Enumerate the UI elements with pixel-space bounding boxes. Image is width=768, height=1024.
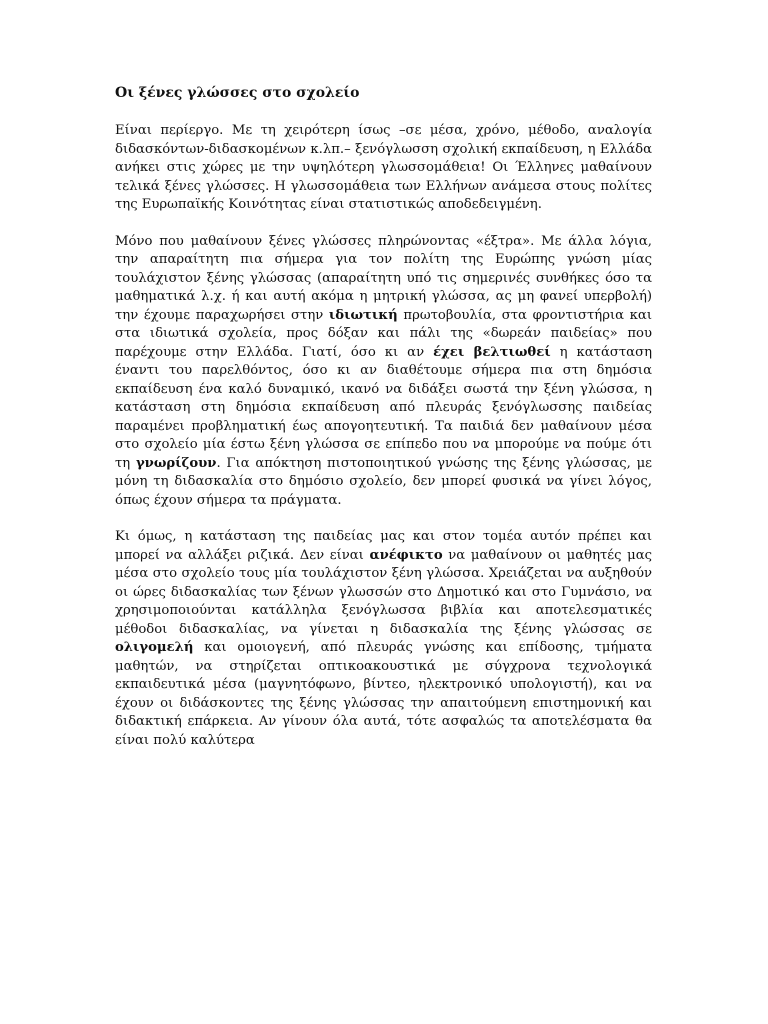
- document-body: [115, 122, 652, 750]
- paragraph: [115, 233, 652, 511]
- bold-text: έχει βελτιωθεί: [433, 344, 551, 360]
- text-run: η κατάσταση έναντι του παρελθόντος, όσο κι αν διαθέτουμε σήμερα πια στη δημόσια εκπαίδευση ένα καλό δυναμικό, ικανό να διδάξει σωστά την ξένη γλώσσα, η κατάσταση στη δημόσια εκπαίδευση από πλευράς ξενόγλωσσης παιδείας παραμένει προβληματική έως απογοητευτική. Τα παιδιά δεν μαθαίνουν μέσα στο σχολείο μία έστω ξένη γλώσσα σε επίπεδο που να μπορούμε να πούμε ότι τη: [115, 344, 652, 471]
- document-title: Οι ξένες γλώσσες στο σχολείο: [115, 85, 360, 101]
- bold-text: ιδιωτική: [328, 307, 398, 323]
- text-run: να μαθαίνουν οι μαθητές μας μέσα στο σχολείο τους μία τουλάχιστον ξένη γλώσσα. Χρειάζεται να αυξηθούν οι ώρες διδασκαλίας των ξένων γλωσσών στο Δημοτικό και στο Γυμνάσιο, να χρησιμοποιούνται κατάλληλα ξενόγλωσσα βιβλία και αποτελεσματικές μέθοδοι διδασκαλίας, να γίνεται η διδασκαλία της ξένης γλώσσας σε: [115, 547, 652, 637]
- paragraph: [115, 528, 652, 750]
- text-run: . Για απόκτηση πιστοποιητικού γνώσης της ξένης γλώσσας, με μόνη τη διδασκαλία στο δημόσιο σχολείο, δεν μπορεί φυσικά να γίνει λόγος, όπως έχουν σήμερα τα πράγματα.: [115, 455, 653, 508]
- text-run: Μόνο που μαθαίνουν ξένες γλώσσες πληρώνοντας «έξτρα». Με άλλα λόγια, την απαραίτητη πια σήμερα για τον πολίτη της Ευρώπης γνώση μίας τουλάχιστον ξένης γλώσσας (απαραίτητη υπό τις σημερινές συνθήκες όσο τα μαθηματικά λ.χ. ή και αυτή ακόμα η μητρική γλώσσα, ας μη φανεί υπερβολή) την έχουμε παραχωρήσει στην: [115, 233, 652, 323]
- text-run: Κι όμως, η κατάσταση της παιδείας μας και στον τομέα αυτόν πρέπει και μπορεί να αλλάξει ριζικά. Δεν είναι: [115, 529, 652, 563]
- bold-text: ολιγομελή: [115, 640, 194, 655]
- text-run: πρωτοβουλία, στα φροντιστήρια και στα ιδιωτικά σχολεία, προς δόξαν και πάλι της «δωρεάν παιδείας» που παρέχουμε στην Ελλάδα. Γιατί, όσο κι αν: [115, 307, 653, 360]
- text-run: Είναι περίεργο. Με τη χειρότερη ίσως –σε μέσα, χρόνο, μέθοδο, αναλογία διδασκόντων-διδασκομένων κ.λπ.– ξενόγλωσση σχολική εκπαίδευση, η Ελλάδα ανήκει στις χώρες με την υψηλότερη γλωσσομάθεια! Οι Έλληνες μαθαίνουν τελικά ξένες γλώσσες. Η γλωσσομάθεια των Ελλήνων ανάμεσα στους πολίτες της Ευρωπαϊκής Κοινότητας είναι στατιστικώς αποδεδειγμένη.: [115, 123, 652, 212]
- paragraph: [115, 122, 652, 215]
- bold-text: γνωρίζουν: [135, 455, 217, 471]
- document-page: [115, 84, 652, 768]
- text-run: και ομοιογενή, από πλευράς γνώσης και επίδοσης, τμήματα μαθητών, να στηρίζεται οπτικοακουστικά με σύγχρονα τεχνολογικά εκπαιδευτικά μέσα (μαγνητόφωνο, βίντεο, ηλεκτρονικό υπολογιστή), και να έχουν οι διδάσκοντες της ξένης γλώσσας την απαιτούμενη επιστημονική και διδακτική επάρκεια. Αν γίνουν όλα αυτά, τότε ασφαλώς τα αποτελέσματα θα είναι πολύ καλύτερα: [115, 640, 652, 748]
- bold-text: ανέφικτο: [369, 547, 443, 563]
